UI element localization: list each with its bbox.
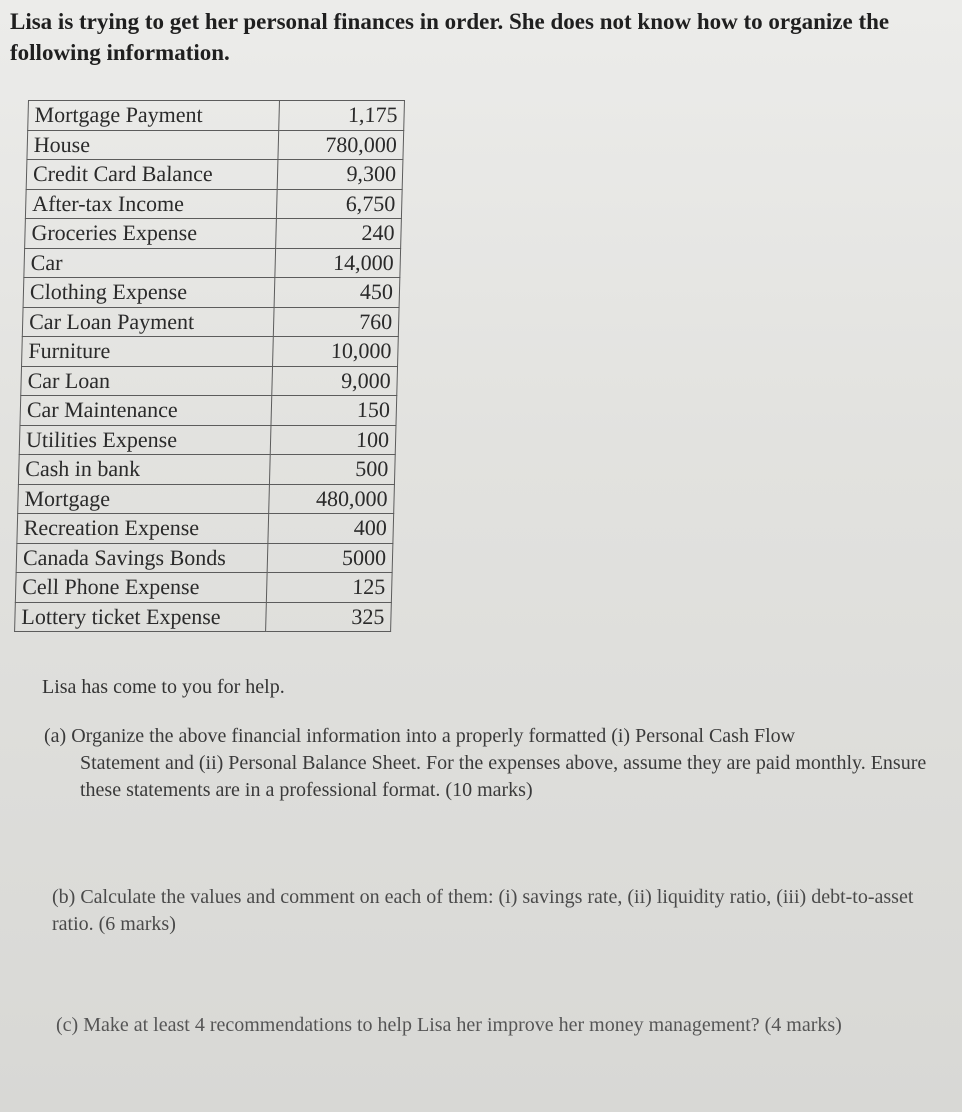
table-row xyxy=(15,573,392,603)
row-label: Canada Savings Bonds xyxy=(16,543,268,573)
table-row xyxy=(25,189,402,219)
row-value: 100 xyxy=(270,425,396,455)
table-row xyxy=(15,602,392,632)
question-b: (b) Calculate the values and comment on each of them: (i) savings rate, (ii) liquidity ratio, (iii) debt-to-asset ratio. (6 marks) xyxy=(52,886,914,935)
row-value: 150 xyxy=(271,396,397,426)
row-value: 240 xyxy=(276,219,402,249)
table-row xyxy=(20,396,397,426)
row-label: Furniture xyxy=(22,337,274,367)
row-value: 480,000 xyxy=(269,484,395,514)
row-value: 125 xyxy=(266,573,392,603)
question-c: (c) Make at least 4 recommendations to help Lisa her improve her money management? (4 marks) xyxy=(56,1014,842,1036)
row-value: 14,000 xyxy=(275,248,401,278)
table-row xyxy=(27,130,404,160)
row-label: Car Loan Payment xyxy=(22,307,274,337)
financial-info-table xyxy=(14,100,405,632)
table-row xyxy=(22,307,399,337)
row-label: Cell Phone Expense xyxy=(15,573,267,603)
row-label: Mortgage xyxy=(18,484,270,514)
row-value: 400 xyxy=(268,514,394,544)
table-row xyxy=(23,278,400,308)
row-label: Groceries Expense xyxy=(25,219,277,249)
row-value: 450 xyxy=(274,278,400,308)
table-row xyxy=(17,514,394,544)
row-label: Car Loan xyxy=(21,366,273,396)
table-row xyxy=(25,219,402,249)
row-label: Car xyxy=(24,248,276,278)
row-label: Utilities Expense xyxy=(19,425,271,455)
table-row xyxy=(18,484,395,514)
row-value: 500 xyxy=(269,455,395,485)
row-value: 780,000 xyxy=(278,130,404,160)
row-value: 6,750 xyxy=(276,189,402,219)
row-value: 325 xyxy=(266,602,392,632)
intro-paragraph: Lisa is trying to get her personal finances in order. She does not know how to organize the following information. xyxy=(10,9,890,65)
table-row xyxy=(18,455,395,485)
table-row xyxy=(24,248,401,278)
question-a-continuation: Statement and (ii) Personal Balance Sheet. For the expenses above, assume they are paid monthly. Ensure these statements are in a professional format. (10 marks) xyxy=(80,752,927,801)
table-row xyxy=(22,337,399,367)
row-value: 9,000 xyxy=(272,366,398,396)
table-row xyxy=(26,160,403,190)
row-label: Credit Card Balance xyxy=(26,160,278,190)
row-label: Mortgage Payment xyxy=(28,101,280,131)
row-label: Lottery ticket Expense xyxy=(15,602,267,632)
row-value: 760 xyxy=(273,307,399,337)
table-row xyxy=(16,543,393,573)
help-sentence: Lisa has come to you for help. xyxy=(42,676,285,698)
row-label: Car Maintenance xyxy=(20,396,272,426)
question-a xyxy=(44,723,934,804)
table-row xyxy=(19,425,396,455)
row-label: Cash in bank xyxy=(18,455,270,485)
table-row xyxy=(21,366,398,396)
row-label: Recreation Expense xyxy=(17,514,269,544)
table-row xyxy=(28,101,405,131)
row-label: House xyxy=(27,130,279,160)
row-label: Clothing Expense xyxy=(23,278,275,308)
row-value: 1,175 xyxy=(279,101,405,131)
row-label: After-tax Income xyxy=(25,189,277,219)
row-value: 9,300 xyxy=(277,160,403,190)
row-value: 10,000 xyxy=(273,337,399,367)
row-value: 5000 xyxy=(267,543,393,573)
question-a-line1: (a) Organize the above financial information into a properly formatted (i) Personal Cash Flow xyxy=(44,725,796,747)
